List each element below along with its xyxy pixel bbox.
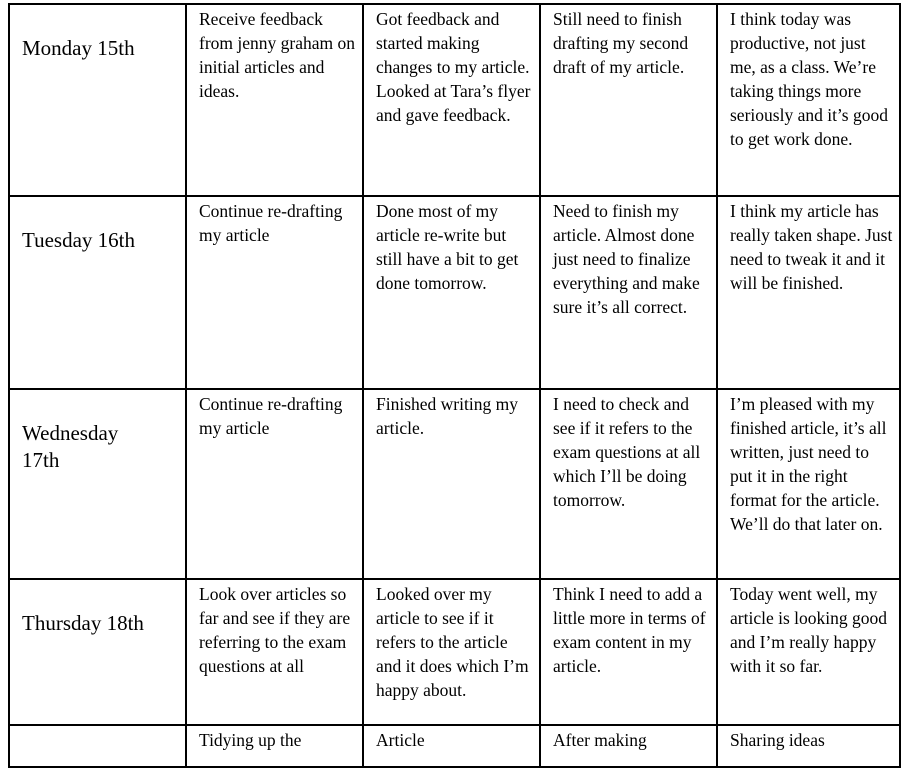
entry-cell	[717, 196, 900, 389]
entry-text: Look over articles so far and see if they are referring to the exam questions at all	[199, 584, 351, 676]
entry-cell	[540, 4, 717, 196]
entry-text: Sharing ideas	[730, 730, 825, 750]
entry-text: Done most of my article re-write but still have a bit to get done tomorrow.	[376, 201, 519, 293]
entry-text: Continue re-drafting my article	[199, 394, 343, 438]
entry-text: After making	[553, 730, 647, 750]
entry-cell	[363, 725, 540, 767]
entry-text: Still need to finish drafting my second draft of my article.	[553, 9, 689, 77]
table-row	[9, 579, 900, 725]
day-cell	[9, 725, 186, 767]
entry-cell	[186, 389, 363, 579]
day-cell	[9, 579, 186, 725]
day-label: Thursday 18th	[22, 611, 144, 635]
entry-text: Think I need to add a little more in terms of exam content in my article.	[553, 584, 706, 676]
entry-text: Receive feedback from jenny graham on initial articles and ideas.	[199, 9, 355, 101]
entry-text: I need to check and see if it refers to the exam questions at all which I’ll be doing tomorrow.	[553, 394, 701, 510]
entry-cell	[186, 4, 363, 196]
entry-cell	[540, 725, 717, 767]
entry-cell	[363, 389, 540, 579]
entry-cell	[717, 4, 900, 196]
table-row	[9, 196, 900, 389]
entry-text: I think my article has really taken shape. Just need to tweak it and it will be finished.	[730, 201, 893, 293]
day-label	[10, 726, 185, 756]
entry-cell	[363, 579, 540, 725]
day-cell	[9, 389, 186, 579]
entry-cell	[186, 196, 363, 389]
day-label: Tuesday 16th	[22, 228, 135, 252]
entry-text: Finished writing my article.	[376, 394, 518, 438]
entry-cell	[540, 196, 717, 389]
diary-table	[8, 3, 901, 768]
entry-text: Looked over my article to see if it refers to the article and it does which I’m happy about.	[376, 584, 529, 700]
day-cell	[9, 196, 186, 389]
day-label: Monday 15th	[22, 36, 135, 60]
entry-text: Tidying up the	[199, 730, 302, 750]
entry-cell	[363, 4, 540, 196]
table-row	[9, 389, 900, 579]
entry-text: Article	[376, 730, 425, 750]
entry-text: Need to finish my article. Almost done just need to finalize everything and make sure it’s all correct.	[553, 201, 700, 317]
entry-cell	[540, 389, 717, 579]
entry-text: Continue re-drafting my article	[199, 201, 343, 245]
day-cell	[9, 4, 186, 196]
entry-cell	[717, 389, 900, 579]
entry-text: I’m pleased with my finished article, it’s all written, just need to put it in the right format for the article. We’ll do that later on.	[730, 394, 887, 534]
entry-cell	[540, 579, 717, 725]
entry-cell	[717, 725, 900, 767]
entry-text: Got feedback and started making changes to my article. Looked at Tara’s flyer and gave feedback.	[376, 9, 531, 125]
table-row	[9, 725, 900, 767]
entry-text: I think today was productive, not just me, as a class. We’re taking things more seriously and it’s good to get work done.	[730, 9, 888, 149]
entry-cell	[717, 579, 900, 725]
entry-cell	[186, 579, 363, 725]
entry-cell	[363, 196, 540, 389]
day-label: Wednesday 17th	[22, 421, 119, 472]
entry-text: Today went well, my article is looking good and I’m really happy with it so far.	[730, 584, 887, 676]
entry-cell	[186, 725, 363, 767]
table-row	[9, 4, 900, 196]
